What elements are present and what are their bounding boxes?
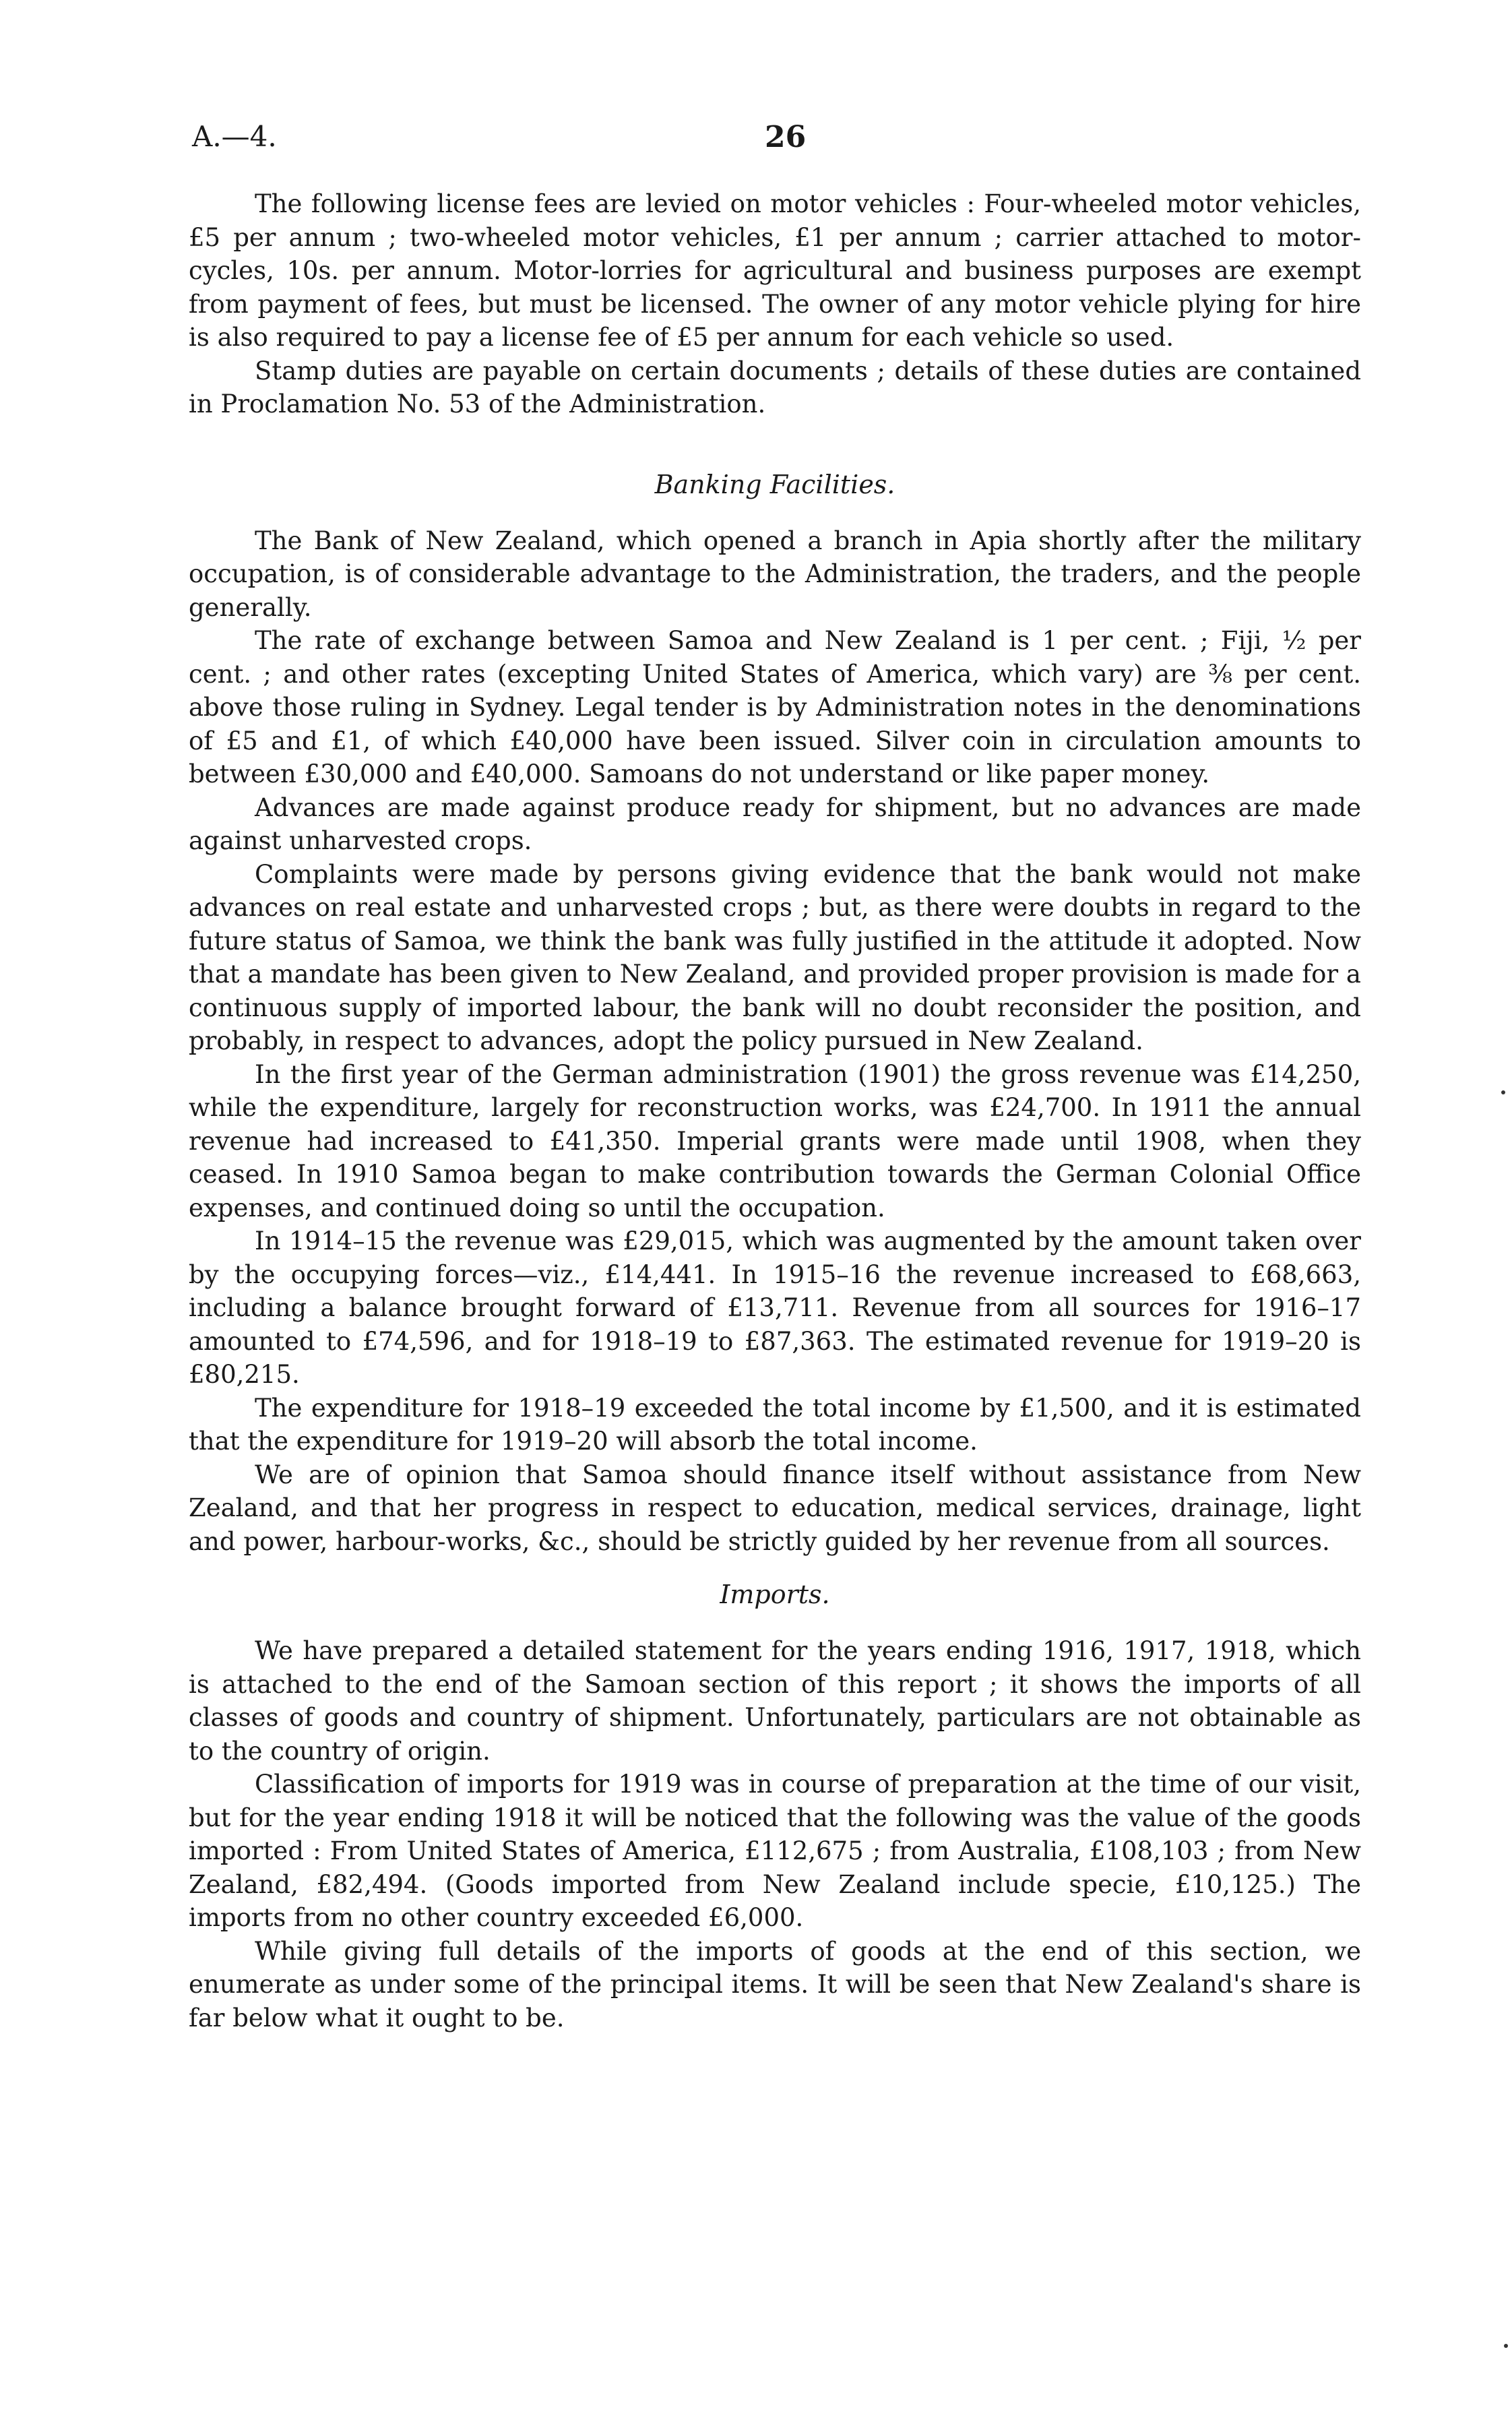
paragraph-detailed-statement: We have prepared a detailed statement for the years ending 1916, 1917, 1918, which is attached to the end of the Samoan section of this report ; it shows the imports of all classes of goods and country of shipment. Unfortunately, particulars are not obtainable as to the country of origin.	[189, 1636, 1361, 1766]
paragraph-advances: Advances are made against produce ready for shipment, but no advances are made against unharvested crops.	[189, 793, 1361, 855]
paragraph-revenue-1914: In 1914–15 the revenue was £29,015, which was augmented by the amount taken over by the occupying forces—viz., £14,441. In 1915–16 the revenue increased to £68,663, including a balance brought forward of £13,711. Revenue from all sources for 1916–17 amounted to £74,596, and for 1918–19 to £87,363. The estimated revenue for 1919–20 is £80,215.	[189, 1227, 1361, 1389]
paragraph-bank-of-nz: The Bank of New Zealand, which opened a branch in Apia shortly after the military occupation, is of considerable advantage to the Administration, the traders, and the people generally.	[189, 526, 1361, 622]
paragraph-classification: Classification of imports for 1919 was in course of preparation at the time of our visit, but for the year ending 1918 it will be noticed that the following was the value of the goods imported : From United States of America, £112,675 ; from Australia, £108,103 ; from New Zealand, £82,494. (Goods imported from New Zealand include specie, £10,125.) The imports from no other country exceeded £6,000.	[189, 1770, 1361, 1932]
paragraph-license-fees: The following license fees are levied on motor vehicles : Four-wheeled motor vehicles, £5 per annum ; two-wheeled motor vehicles, £1 per annum ; carrier attached to motor-cycles, 10s. per annum. Motor-lorries for agricultural and business purposes are exempt from payment of fees, but must be licensed. The owner of any motor vehicle plying for hire is also required to pay a license fee of £5 per annum for each vehicle so used.	[189, 189, 1361, 352]
paragraph-expenditure: The expenditure for 1918–19 exceeded the total income by £1,500, and it is estimated that the expenditure for 1919–20 will absorb the total income.	[189, 1393, 1361, 1456]
document-reference: A.—4.	[192, 120, 277, 153]
paragraph-complaints: Complaints were made by persons giving evidence that the bank would not make advances on real estate and unharvested crops ; but, as there were doubts in regard to the future status of Samoa, we think the bank was fully justified in the attitude it adopted. Now that a mandate has been given to New Zealand, and provided proper provision is made for a continuous supply of imported labour, the bank will no doubt reconsider the position, and probably, in respect to advances, adopt the policy pursued in New Zealand.	[189, 859, 1361, 1055]
page-header	[192, 120, 1364, 160]
paragraph-german-revenue: In the first year of the German administration (1901) the gross revenue was £14,250, while the expenditure, largely for reconstruction works, was £24,700. In 1911 the annual revenue had increased to £41,350. Imperial grants were made until 1908, when they ceased. In 1910 Samoa began to make contribution towards the German Colonial Office expenses, and continued doing so until the occupation.	[189, 1059, 1361, 1222]
paragraph-opinion: We are of opinion that Samoa should finance itself without assistance from New Zealand, and that her progress in respect to education, medical services, drainage, light and power, harbour-works, &c., should be strictly guided by her revenue from all sources.	[189, 1460, 1361, 1556]
paragraph-exchange-rate: The rate of exchange between Samoa and New Zealand is 1 per cent. ; Fiji, ½ per cent. ; and other rates (excepting United States of America, which vary) are ⅜ per cent. above those ruling in Sydney. Legal tender is by Administration notes in the denominations of £5 and £1, of which £40,000 have been issued. Silver coin in circulation amounts to between £30,000 and £40,000. Samoans do not understand or like paper money.	[189, 626, 1361, 788]
section-heading-banking: Banking Facilities.	[654, 469, 895, 499]
paragraph-stamp-duties: Stamp duties are payable on certain documents ; details of these duties are contained in Proclamation No. 53 of the Administration.	[189, 356, 1361, 418]
scan-speck	[1504, 2344, 1508, 2348]
scan-speck	[1501, 1090, 1505, 1094]
paragraph-principal-items: While giving full details of the imports of goods at the end of this section, we enumerate as under some of the principal items. It will be seen that New Zealand's share is far below what it ought to be.	[189, 1936, 1361, 2033]
section-heading-imports: Imports.	[720, 1580, 830, 1609]
page-number: 26	[765, 120, 807, 154]
page-body	[189, 187, 1361, 2035]
